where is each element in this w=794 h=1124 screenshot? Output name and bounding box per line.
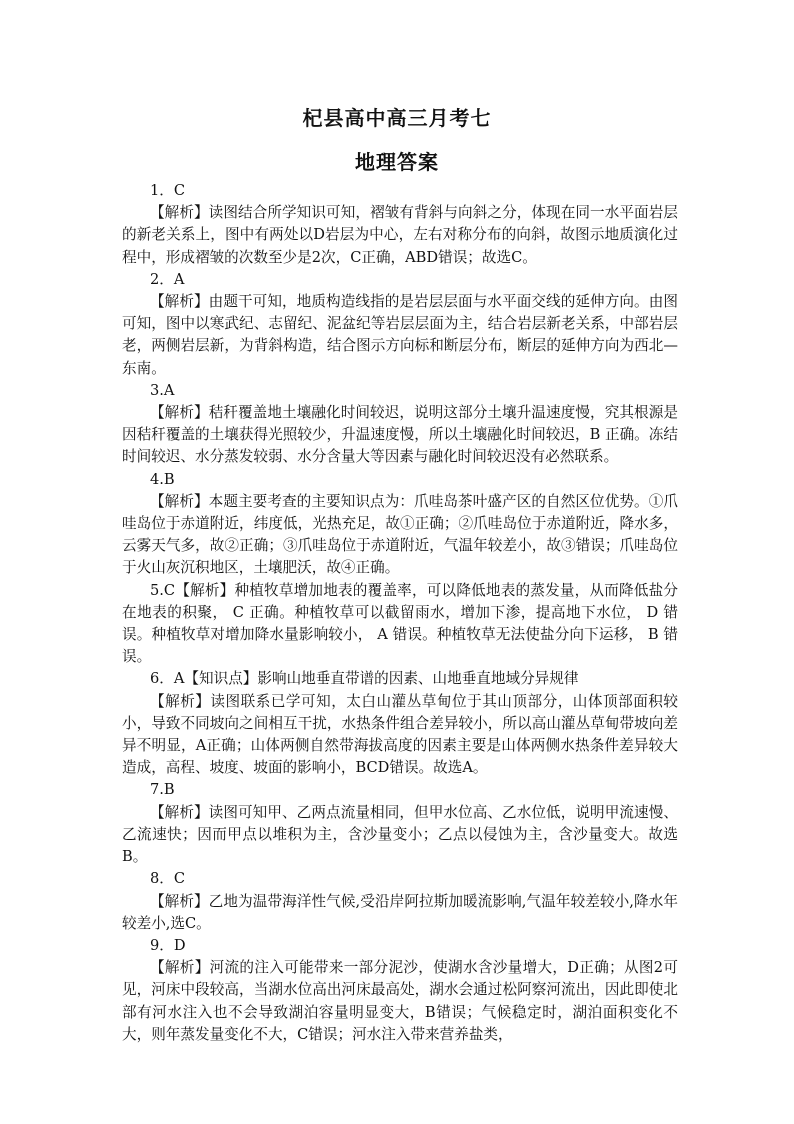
answer-analysis: 【解析】秸秆覆盖地土壤融化时间较迟，说明这部分土壤升温速度慢，究其根源是因秸秆覆盖的土壤获得光照较少，升温速度慢，所以土壤融化时间较迟，B 正确。冻结时间较迟、水分蒸发较弱、水分含量大等因素与融化时间较迟没有必然联系。 — [122, 404, 678, 466]
answer-number: 8．C — [150, 870, 186, 888]
answer-number: 3.A — [150, 381, 175, 399]
answer-number: 2．A — [150, 270, 185, 288]
answer-analysis: 【解析】读图可知甲、乙两点流量相同，但甲水位高、乙水位低，说明甲流速慢、乙流速快；因而甲点以堆积为主，含沙量变小；乙点以侵蚀为主，含沙量变大。故选 B。 — [122, 803, 678, 866]
answer-analysis: 【解析】读图联系已学可知，太白山灌丛草甸位于其山顶部分，山体顶部面积较小，导致不同坡向之间相互干扰，水热条件组合差异较小，所以高山灌丛草甸带坡向差异不明显，A正确；山体两侧自然带海拔高度的因素主要是山体两侧水热条件差异较大造成，高程、坡度、坡面的影响小，BCD错误。故选A。 — [122, 692, 678, 777]
answer-analysis: 【解析】读图结合所学知识可知，褶皱有背斜与向斜之分，体现在同一水平面岩层的新老关系上，图中有两处以D岩层为中心，左右对称分布的向斜，故图示地质演化过程中，形成褶皱的次数至少是2次，C正确，ABD错误；故选C。 — [122, 204, 678, 266]
answer-number: 4.B — [150, 470, 175, 488]
answer-number: 9．D — [150, 936, 186, 954]
answer-number: 7.B — [150, 781, 175, 799]
answer-analysis: 【解析】本题主要考查的主要知识点为：爪哇岛茶叶盛产区的自然区位优势。①爪哇岛位于赤道附近，纬度低，光热充足，故①正确；②爪哇岛位于赤道附近，降水多，云雾天气多，故②正确；③爪哇岛位于赤道附近，气温年较差小，故③错误；爪哇岛位于火山灰沉积地区，土壤肥沃，故④正确。 — [122, 492, 678, 577]
answer-number: 6．A【知识点】影响山地垂直带谱的因素、山地垂直地域分异规律 — [150, 670, 579, 688]
answer-body — [122, 180, 678, 1046]
answer-analysis: 【解析】由题干可知，地质构造线指的是岩层层面与水平面交线的延伸方向。由图可知，图中以寒武纪、志留纪、泥盆纪等岩层层面为主，结合岩层新老关系，中部岩层老，两侧岩层新，为背斜构造，结合图示方向标和断层分布，断层的延伸方向为西北—东南。 — [122, 293, 678, 377]
answer-number: 1．C — [150, 182, 186, 199]
answer-analysis: 5.C【解析】种植牧草增加地表的覆盖率，可以降低地表的蒸发量，从而降低盐分在地表的积聚， C 正确。种植牧草可以截留雨水，增加下渗，提高地下水位， D 错误。种植牧草对增加降水量影响较小， A 错误。种植牧草无法使盐分向下运移， B 错误。 — [122, 581, 678, 666]
answer-analysis: 【解析】乙地为温带海洋性气候,受沿岸阿拉斯加暖流影响,气温年较差较小,降水年较差小,选C。 — [122, 892, 678, 932]
answer-analysis: 【解析】河流的注入可能带来一部分泥沙，使湖水含沙量增大，D正确；从图2可见，河床中段较高，当湖水位高出河床最高处，湖水会通过松阿察河流出，因此即使北部有河水注入也不会导致湖泊容量明显变大，B错误；气候稳定时，湖泊面积变化不大，则年蒸发量变化不大，C错误；河水注入带来营养盐类， — [122, 959, 678, 1043]
school-title: 杞县高中高三月考七 — [302, 106, 492, 130]
subject-title: 地理答案 — [355, 150, 439, 174]
